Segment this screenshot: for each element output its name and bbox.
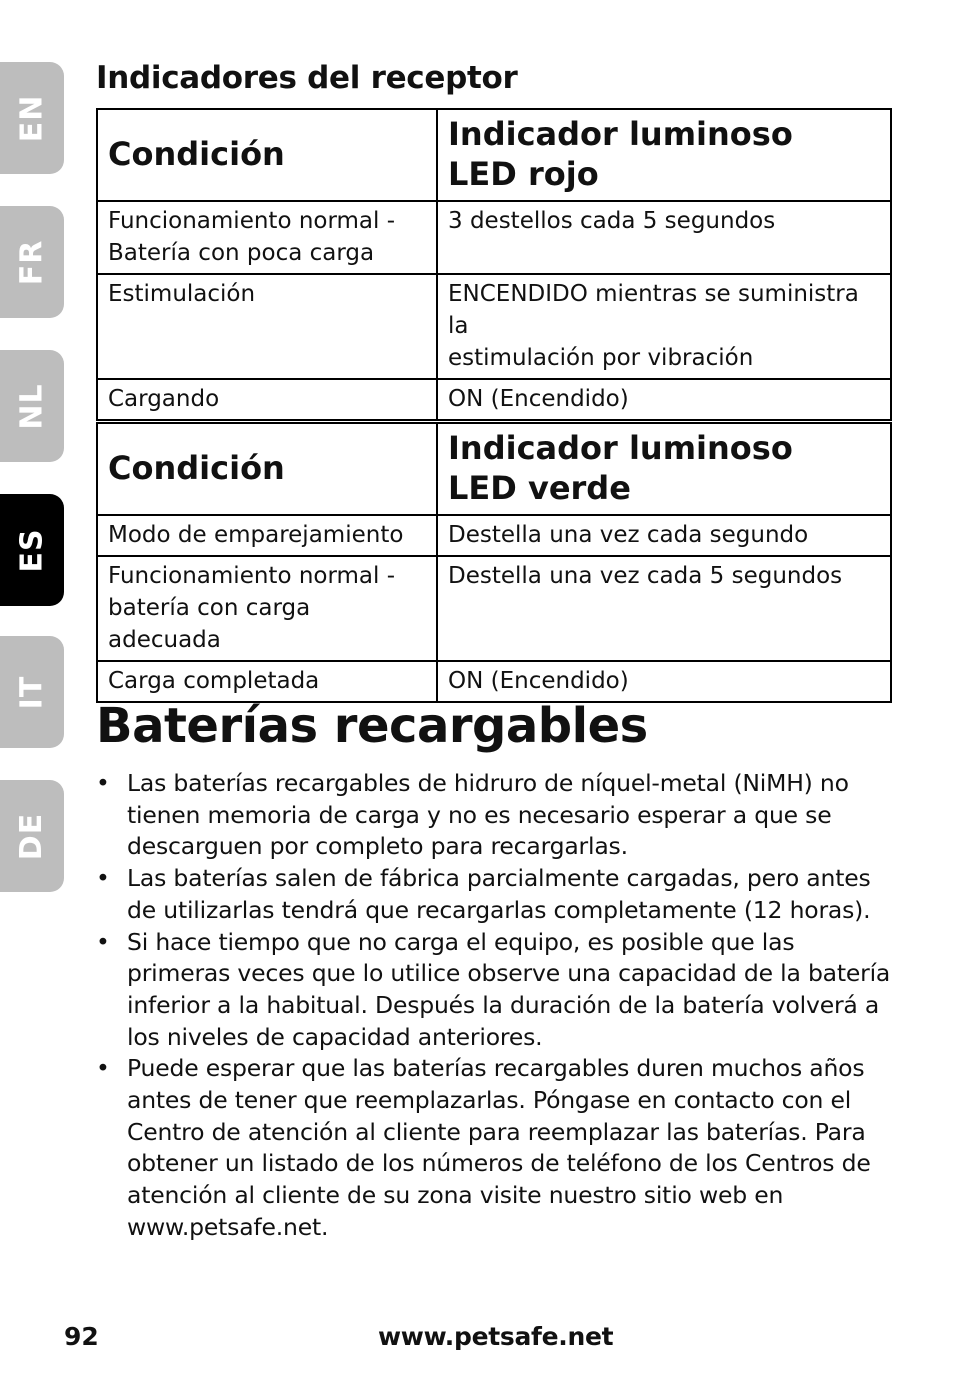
red-led-table — [96, 108, 892, 421]
bullet-list — [96, 768, 896, 1244]
table-cell-indicator: ON (Encendido) — [437, 379, 891, 420]
table-cell-indicator: Destella una vez cada 5 segundos — [437, 556, 891, 661]
language-tab-it[interactable] — [0, 636, 64, 748]
column-header-condition — [97, 423, 437, 515]
language-tab-de[interactable] — [0, 780, 64, 892]
table-row — [97, 556, 891, 661]
cell-text: Batería con poca carga — [108, 240, 375, 266]
cell-text: estimulación por vibración — [448, 345, 754, 371]
table-cell-condition: Carga completada — [97, 661, 437, 702]
table-row — [97, 515, 891, 556]
list-item: • Puede esperar que las baterías recargables duren muchos años antes de tener que reemplazarlas. Póngase en contacto con el Centro de atención al cliente para reemplazar las baterías. Para obtener un listado de los números de teléfono de los Centros de atención al cliente de su zona visite nuestro sitio web en www.petsafe.net. — [96, 1053, 896, 1243]
cell-text: batería con carga adecuada — [108, 595, 311, 653]
table-cell-indicator: 3 destellos cada 5 segundos — [437, 201, 891, 274]
page-number: 92 — [64, 1322, 99, 1351]
green-led-table — [96, 422, 892, 703]
table-cell-condition: Modo de emparejamiento — [97, 515, 437, 556]
column-header-indicator — [437, 109, 891, 201]
cell-text: ENCENDIDO mientras se suministra la — [448, 281, 859, 339]
header-text: Condición — [108, 449, 285, 487]
header-text: LED verde — [448, 469, 631, 507]
cell-text: Funcionamiento normal - — [108, 208, 396, 234]
list-item: • Si hace tiempo que no carga el equipo, es posible que las primeras veces que lo utilice observe una capacidad de la batería inferior a la habitual. Después la duración de la batería volverá a los niveles de capacidad anteriores. — [96, 927, 896, 1054]
header-text: LED rojo — [448, 155, 599, 193]
footer-url[interactable]: www.petsafe.net — [378, 1322, 614, 1351]
table-cell-condition: Estimulación — [97, 274, 437, 379]
table-header-row — [97, 109, 891, 201]
table-cell-condition: Cargando — [97, 379, 437, 420]
language-tab-nl[interactable] — [0, 350, 64, 462]
list-item: • Las baterías recargables de hidruro de níquel-metal (NiMH) no tienen memoria de carga y no es necesario esperar a que se descarguen por completo para recargarlas. — [96, 768, 896, 863]
header-text: Indicador luminoso — [448, 429, 793, 467]
table-cell-condition — [97, 556, 437, 661]
table-header-row — [97, 423, 891, 515]
table-row — [97, 661, 891, 702]
language-tab-label: EN — [14, 94, 50, 142]
list-item: • Las baterías salen de fábrica parcialmente cargadas, pero antes de utilizarlas tendrá que recargarlas completamente (12 horas). — [96, 863, 896, 926]
section-title: Indicadores del receptor — [96, 60, 518, 96]
column-header-indicator — [437, 423, 891, 515]
table-cell-condition — [97, 201, 437, 274]
language-tab-en[interactable] — [0, 62, 64, 174]
cell-text: Funcionamiento normal - — [108, 563, 396, 589]
language-tab-fr[interactable] — [0, 206, 64, 318]
language-tab-label: NL — [14, 382, 50, 430]
header-text: Condición — [108, 135, 285, 173]
header-text: Indicador luminoso — [448, 115, 793, 153]
table-cell-indicator — [437, 274, 891, 379]
page-title: Baterías recargables — [96, 698, 648, 754]
language-tab-label: IT — [14, 675, 50, 709]
table-cell-indicator: Destella una vez cada segundo — [437, 515, 891, 556]
table-row — [97, 201, 891, 274]
language-tab-label: DE — [14, 812, 50, 860]
table-row — [97, 274, 891, 379]
language-tab-es[interactable] — [0, 494, 64, 606]
column-header-condition — [97, 109, 437, 201]
table-row — [97, 379, 891, 420]
language-tab-label: FR — [14, 239, 50, 285]
language-tab-label: ES — [14, 527, 50, 573]
table-cell-indicator: ON (Encendido) — [437, 661, 891, 702]
